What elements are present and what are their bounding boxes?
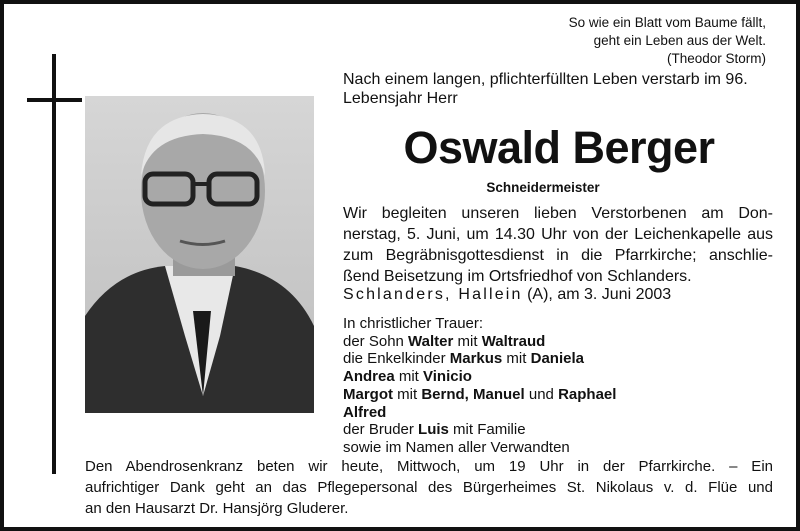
t: die Enkelkinder bbox=[343, 350, 450, 368]
date: (A), am 3. Juni 2003 bbox=[522, 286, 672, 303]
n: Walter bbox=[408, 332, 454, 350]
mourner-line bbox=[343, 421, 616, 439]
n: Raphael bbox=[558, 385, 617, 403]
n: Margot bbox=[343, 385, 393, 403]
closing-line: Den Abendrosenkranz beten wir heute, Mittwoch, um 19 Uhr in der Pfarrkirche. – Ein bbox=[85, 458, 773, 475]
portrait-photo bbox=[85, 96, 314, 413]
n: Luis bbox=[418, 421, 449, 439]
mourner-line bbox=[343, 368, 616, 386]
paragraph-line: zum Begräbnisgottesdienst in die Pfarrkirche; anschlie- bbox=[343, 247, 773, 264]
t: der Bruder bbox=[343, 421, 419, 439]
n: Markus bbox=[449, 350, 503, 368]
n: Daniela bbox=[530, 350, 584, 368]
cross-icon-bar bbox=[27, 98, 82, 102]
mourner-line bbox=[343, 350, 616, 368]
cross-icon bbox=[52, 54, 56, 474]
mourners-list bbox=[343, 315, 616, 457]
mourner-line bbox=[343, 386, 616, 404]
t: und bbox=[524, 385, 559, 403]
mourners-heading: In christlicher Trauer: bbox=[343, 315, 484, 332]
paragraph-line: ßend Beisetzung im Ortsfriedhof von Schlanders. bbox=[343, 268, 692, 285]
t: mit bbox=[393, 385, 422, 403]
quote-author: (Theodor Storm) bbox=[666, 51, 766, 66]
intro-text bbox=[343, 70, 773, 108]
paragraph-line: Wir begleiten unseren lieben Verstorbenen am Don- bbox=[343, 205, 773, 222]
n: Andrea bbox=[343, 368, 395, 386]
place-date bbox=[343, 286, 671, 304]
t: mit bbox=[453, 332, 482, 350]
funeral-details bbox=[343, 203, 773, 287]
paragraph-line: nerstag, 5. Juni, um 14.30 Uhr von der Leichenkapelle aus bbox=[343, 226, 773, 243]
intro-line: Nach einem langen, pflichterfüllten Leben verstarb im 96. bbox=[343, 71, 748, 88]
n: Waltraud bbox=[481, 332, 546, 350]
deceased-name: Oswald Berger bbox=[403, 122, 715, 173]
t: mit Familie bbox=[448, 421, 526, 439]
mourner-line bbox=[343, 333, 616, 351]
t: mit bbox=[394, 368, 424, 386]
n: Bernd, Manuel bbox=[421, 385, 525, 403]
closing-line: an den Hausarzt Dr. Hansjörg Gluderer. bbox=[85, 500, 349, 517]
n: Alfred bbox=[343, 403, 387, 421]
mourner-line bbox=[343, 404, 616, 422]
quote-line: So wie ein Blatt vom Baume fällt, bbox=[568, 15, 766, 30]
intro-line: Lebensjahr Herr bbox=[343, 90, 458, 107]
t: der Sohn bbox=[343, 332, 409, 350]
place: Schlanders, Hallein bbox=[343, 286, 523, 303]
t: mit bbox=[502, 350, 531, 368]
quote bbox=[569, 14, 766, 68]
profession: Schneidermeister bbox=[486, 180, 600, 195]
quote-line: geht ein Leben aus der Welt. bbox=[593, 33, 766, 48]
n: Vinicio bbox=[423, 368, 472, 386]
mourner-line: sowie im Namen aller Verwandten bbox=[343, 438, 570, 456]
closing-note bbox=[85, 456, 773, 519]
closing-line: aufrichtiger Dank geht an das Pflegepersonal des Bürgerheimes St. Nikolaus v. d. Flüe und bbox=[85, 479, 773, 496]
